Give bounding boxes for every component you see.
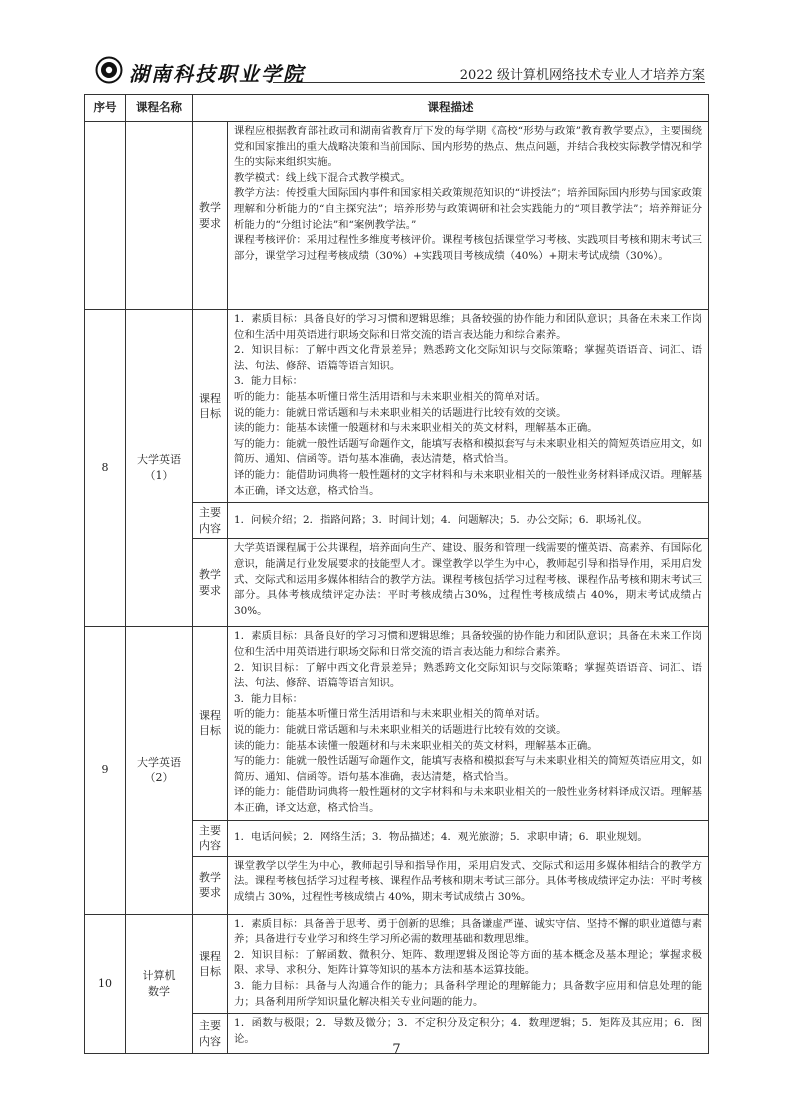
requirements-cell: 大学英语课程属于公共课程，培养面向生产、建设、服务和管理一线需要的懂英语、高素养、有国际化意识，能满足行业发展要求的技能型人才。课堂教学以学生为中心，教师起引导和指导作用，采用启发式、交际式和运用多媒体相结合的教学方法。课程考核包括学习过程考核、课程作品考核和期末考试三部分。具体考核成绩评定办法：平时考核成绩占30%，过程性考核成绩占 40%，期末考试成绩占 30%。 [228, 539, 709, 627]
table-row [85, 627, 709, 820]
table-row [85, 122, 709, 310]
course-table [84, 94, 709, 1054]
table-row [85, 914, 709, 1014]
sub-label-requirements: 教学 要求 [193, 539, 228, 627]
sub-label-goals: 课程 目标 [193, 627, 228, 820]
sub-label-goals: 课程 目标 [193, 310, 228, 503]
course-num: 9 [85, 627, 126, 914]
table-header-row [85, 95, 709, 122]
col-header-desc: 课程描述 [193, 95, 709, 122]
sub-label-goals: 课程 目标 [193, 914, 228, 1014]
course-name-cell [126, 122, 193, 310]
goals-cell: 1．素质目标：具备良好的学习习惯和逻辑思维；具备较强的协作能力和团队意识；具备在未来工作岗位和生活中用英语进行职场交际和日常交流的语言表达能力和综合素养。 2．知识目标：了解中西文化背景差异；熟悉跨文化交际知识与交际策略；掌握英语语音、词汇、语法、句法、修辞、语篇等语言知识。 3．能力目标： 听的能力：能基本听懂日常生活用语和与未来职业相关的简单对话。 说的能力：能就日常话题和与未来职业相关的话题进行比较有效的交谈。 读的能力：能基本读懂一般题材和与未来职业相关的英文材料，理解基本正确。 写的能力：能就一般性话题写命题作文，能填写表格和模拟套写与未来职业相关的简短英语应用文，如简历、通知、信函等。语句基本准确，表达清楚，格式恰当。 译的能力：能借助词典将一般性题材的文字材料和与未来职业相关的一般性业务材料译成汉语。理解基本正确，译文达意，格式恰当。 [228, 627, 709, 820]
plan-title: 2022 级计算机网络技术专业人才培养方案 [459, 68, 705, 83]
page-number: 7 [392, 1042, 401, 1057]
college-logo-icon [95, 56, 125, 84]
requirements-cell: 课堂教学以学生为中心，教师起引导和指导作用，采用启发式、交际式和运用多媒体相结合的教学方法。课程考核包括学习过程考核、课程作品考核和期末考试三部分。具体考核成绩评定办法：平时考核成绩占 30%，过程性考核成绩占 40%，期末考试成绩占 30%。 [228, 856, 709, 914]
course-name: 大学英语 （2） [126, 627, 193, 914]
sub-label-requirements: 教学 要求 [193, 856, 228, 914]
page-header [95, 56, 705, 86]
course-num: 8 [85, 310, 126, 627]
sub-label-content: 主要 内容 [193, 1014, 228, 1054]
col-header-num: 序号 [85, 95, 126, 122]
sub-label-content: 主要 内容 [193, 820, 228, 856]
col-header-name: 课程名称 [126, 95, 193, 122]
course-name: 计算机 数学 [126, 914, 193, 1054]
table-row [85, 310, 709, 503]
course-name: 大学英语 （1） [126, 310, 193, 627]
sub-label-content: 主要 内容 [193, 503, 228, 539]
sub-label-requirements: 教学 要求 [193, 122, 228, 310]
course-num-cell [85, 122, 126, 310]
course-num: 10 [85, 914, 126, 1054]
header-rule [273, 82, 705, 83]
goals-cell: 1．素质目标：具备良好的学习习惯和逻辑思维；具备较强的协作能力和团队意识；具备在未来工作岗位和生活中用英语进行职场交际和日常交流的语言表达能力和综合素养。 2．知识目标：了解中西文化背景差异；熟悉跨文化交际知识与交际策略；掌握英语语音、词汇、语法、句法、修辞、语篇等语言知识。 3．能力目标： 听的能力：能基本听懂日常生活用语和与未来职业相关的简单对话。 说的能力：能就日常话题和与未来职业相关的话题进行比较有效的交谈。 读的能力：能基本读懂一般题材和与未来职业相关的英文材料，理解基本正确。 写的能力：能就一般性话题写命题作文，能填写表格和模拟套写与未来职业相关的简短英语应用文，如简历、通知、信函等。语句基本准确，表达清楚，格式恰当。 译的能力：能借助词典将一般性题材的文字材料和与未来职业相关的一般性业务材料译成汉语。理解基本正确，译文达意，格式恰当。 [228, 310, 709, 503]
content-cell: 1．函数与极限；2．导数及微分；3．不定积分及定积分；4．数理逻辑；5．矩阵及其应用；6．图论。 [228, 1014, 709, 1054]
content-cell: 1．问候介绍；2．指路问路；3．时间计划；4．问题解决；5．办公交际；6．职场礼仪。 [228, 503, 709, 539]
college-name-logo: 湖南科技职业学院 [129, 62, 305, 86]
description-cell: 课程应根据教育部社政司和湖南省教育厅下发的每学期《高校“形势与政策”教育教学要点》，主要围绕党和国家推出的重大战略决策和当前国际、国内形势的热点、焦点问题，并结合我校实际教学情况和学生的实际来组织实施。 教学模式：线上线下混合式教学模式。 教学方法：传授重大国际国内事件和国家相关政策规范知识的“讲授法”；培养国际国内形势与国家政策理解和分析能力的“自主探究法”；培养形势与政策调研和社会实践能力的“项目教学法”；培养辩证分析能力的“分组讨论法”和“案例教学法。” 课程考核评价：采用过程性多维度考核评价。课程考核包括课堂学习考核、实践项目考核和期末考试三部分，课堂学习过程考核成绩（30%）+实践项目考核成绩（40%）+期末考试成绩（30%）。 [228, 122, 709, 310]
content-cell: 1．电话问候；2．网络生活；3．物品描述；4．观光旅游；5．求职申请；6．职业规划。 [228, 820, 709, 856]
goals-cell: 1．素质目标：具备善于思考、勇于创新的思维；具备谦虚严谨、诚实守信、坚持不懈的职业道德与素养；具备进行专业学习和终生学习所必需的数理基础和数理思维。 2．知识目标：了解函数、微积分、矩阵、数理逻辑及图论等方面的基本概念及基本理论；掌握求极限、求导、求积分、矩阵计算等知识的基本方法和基本运算技能。 3．能力目标：具备与人沟通合作的能力；具备科学理论的理解能力；具备数字应用和信息处理的能力；具备利用所学知识量化解决相关专业问题的能力。 [228, 914, 709, 1014]
